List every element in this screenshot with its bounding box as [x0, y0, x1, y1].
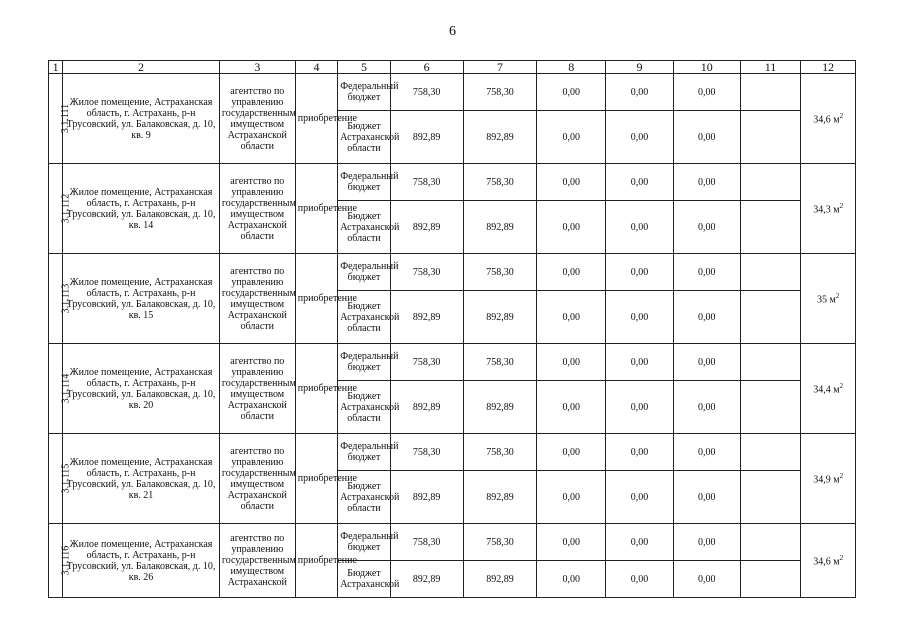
value-cell-7: 892,89: [463, 201, 537, 254]
value-cell-7: 758,30: [463, 164, 537, 201]
budget-source-cell: Федеральный бюджет: [338, 524, 391, 561]
value-cell-11: [740, 164, 801, 201]
table-row: [49, 74, 856, 111]
agency-cell: агентство по управлению государственным имуществом Астраханской области: [219, 254, 295, 344]
value-cell-9: 0,00: [606, 524, 674, 561]
value-cell-7: 758,30: [463, 74, 537, 111]
budget-source-cell: Бюджет Астраханской области: [338, 381, 391, 434]
item-number-cell: [49, 254, 72, 344]
budget-source-cell: Бюджет Астраханской: [338, 561, 391, 598]
method-cell: приобретение: [295, 254, 337, 344]
area-value: 34,6 м: [813, 556, 840, 568]
value-cell-9: 0,00: [606, 561, 674, 598]
area-cell: [801, 164, 856, 254]
value-cell-10: 0,00: [673, 254, 740, 291]
value-cell-6: 892,89: [390, 471, 463, 524]
value-cell-8: 0,00: [537, 381, 606, 434]
budget-source-cell: Федеральный бюджет: [338, 74, 391, 111]
value-cell-8: 0,00: [537, 254, 606, 291]
item-number-cell: [49, 164, 72, 254]
budget-source-cell: Федеральный бюджет: [338, 164, 391, 201]
value-cell-9: 0,00: [606, 291, 674, 344]
area-unit-superscript: 2: [839, 554, 844, 563]
value-cell-11: [740, 381, 801, 434]
area-cell: [801, 254, 856, 344]
value-cell-7: 892,89: [463, 471, 537, 524]
table-row: [49, 524, 856, 561]
value-cell-11: [740, 434, 801, 471]
agency-cell: агентство по управлению государственным имуществом Астраханской области: [219, 434, 295, 524]
method-cell: приобретение: [295, 344, 337, 434]
value-cell-9: 0,00: [606, 471, 674, 524]
item-number: 3.1.114: [60, 373, 72, 404]
value-cell-6: 892,89: [390, 561, 463, 598]
value-cell-7: 758,30: [463, 434, 537, 471]
value-cell-6: 758,30: [390, 254, 463, 291]
address-cell: Жилое помещение, Астраханская область, г. Астрахань, р-н Трусовский, ул. Балаковская, д. 10, кв. 20: [63, 344, 220, 434]
value-cell-6: 892,89: [390, 111, 463, 164]
header-row: [49, 61, 856, 74]
value-cell-10: 0,00: [673, 291, 740, 344]
method-cell: приобретение: [295, 434, 337, 524]
page-number: 6: [449, 24, 456, 39]
value-cell-7: 758,30: [463, 524, 537, 561]
value-cell-9: 0,00: [606, 344, 674, 381]
value-cell-8: 0,00: [537, 74, 606, 111]
address-cell: Жилое помещение, Астраханская область, г. Астрахань, р-н Трусовский, ул. Балаковская, д. 10, кв. 15: [63, 254, 220, 344]
value-cell-11: [740, 201, 801, 254]
item-number: 3.1.111: [60, 103, 72, 134]
value-cell-8: 0,00: [537, 524, 606, 561]
value-cell-7: 892,89: [463, 381, 537, 434]
table-row: [49, 164, 856, 201]
method-cell: приобретение: [295, 524, 337, 598]
value-cell-8: 0,00: [537, 344, 606, 381]
value-cell-10: 0,00: [673, 344, 740, 381]
item-number: 3.1.116: [60, 545, 72, 576]
column-header: 8: [537, 61, 606, 74]
value-cell-11: [740, 344, 801, 381]
budget-source-cell: Бюджет Астраханской области: [338, 111, 391, 164]
value-cell-10: 0,00: [673, 111, 740, 164]
column-header: 5: [338, 61, 391, 74]
agency-cell: агентство по управлению государственным имуществом Астраханской: [219, 524, 295, 598]
address-cell: Жилое помещение, Астраханская область, г. Астрахань, р-н Трусовский, ул. Балаковская, д. 10, кв. 14: [63, 164, 220, 254]
value-cell-6: 758,30: [390, 524, 463, 561]
method-cell: приобретение: [295, 164, 337, 254]
value-cell-11: [740, 291, 801, 344]
area-unit-superscript: 2: [839, 472, 844, 481]
area-value: 34,6 м: [813, 114, 840, 126]
address-cell: Жилое помещение, Астраханская область, г. Астрахань, р-н Трусовский, ул. Балаковская, д. 10, кв. 9: [63, 74, 220, 164]
column-header: 6: [390, 61, 463, 74]
table-row: [49, 434, 856, 471]
value-cell-10: 0,00: [673, 381, 740, 434]
item-number-cell: [49, 434, 72, 524]
value-cell-8: 0,00: [537, 164, 606, 201]
value-cell-11: [740, 561, 801, 598]
area-value: 34,9 м: [813, 474, 840, 486]
value-cell-8: 0,00: [537, 201, 606, 254]
value-cell-8: 0,00: [537, 434, 606, 471]
table-row: [49, 254, 856, 291]
agency-cell: агентство по управлению государственным имуществом Астраханской области: [219, 74, 295, 164]
column-header: 7: [463, 61, 537, 74]
column-header: 10: [673, 61, 740, 74]
value-cell-10: 0,00: [673, 201, 740, 254]
table-row: [49, 344, 856, 381]
budget-source-cell: Бюджет Астраханской области: [338, 201, 391, 254]
area-unit-superscript: 2: [835, 292, 840, 301]
area-value: 34,4 м: [813, 384, 840, 396]
value-cell-11: [740, 471, 801, 524]
value-cell-8: 0,00: [537, 561, 606, 598]
agency-cell: агентство по управлению государственным имуществом Астраханской области: [219, 164, 295, 254]
value-cell-11: [740, 524, 801, 561]
address-cell: Жилое помещение, Астраханская область, г. Астрахань, р-н Трусовский, ул. Балаковская, д. 10, кв. 21: [63, 434, 220, 524]
budget-source-cell: Бюджет Астраханской области: [338, 471, 391, 524]
value-cell-9: 0,00: [606, 111, 674, 164]
value-cell-10: 0,00: [673, 471, 740, 524]
area-cell: [801, 344, 856, 434]
value-cell-9: 0,00: [606, 164, 674, 201]
value-cell-9: 0,00: [606, 381, 674, 434]
value-cell-10: 0,00: [673, 74, 740, 111]
value-cell-8: 0,00: [537, 471, 606, 524]
value-cell-11: [740, 74, 801, 111]
area-cell: [801, 434, 856, 524]
budget-source-cell: Бюджет Астраханской области: [338, 291, 391, 344]
method-cell: приобретение: [295, 74, 337, 164]
area-value: 34,3 м: [813, 204, 840, 216]
value-cell-9: 0,00: [606, 201, 674, 254]
value-cell-6: 758,30: [390, 434, 463, 471]
value-cell-6: 758,30: [390, 74, 463, 111]
budget-source-cell: Федеральный бюджет: [338, 434, 391, 471]
budget-source-cell: Федеральный бюджет: [338, 344, 391, 381]
value-cell-11: [740, 254, 801, 291]
value-cell-9: 0,00: [606, 254, 674, 291]
area-unit-superscript: 2: [839, 382, 844, 391]
value-cell-7: 758,30: [463, 254, 537, 291]
area-value: 35 м: [816, 294, 836, 306]
value-cell-7: 758,30: [463, 344, 537, 381]
column-header: 2: [63, 61, 220, 74]
value-cell-9: 0,00: [606, 434, 674, 471]
area-cell: [801, 74, 856, 164]
area-unit-superscript: 2: [839, 202, 844, 211]
item-number-cell: [49, 524, 72, 598]
agency-cell: агентство по управлению государственным имуществом Астраханской области: [219, 344, 295, 434]
value-cell-11: [740, 111, 801, 164]
area-unit-superscript: 2: [839, 112, 844, 121]
value-cell-8: 0,00: [537, 111, 606, 164]
value-cell-6: 758,30: [390, 344, 463, 381]
column-header: 12: [801, 61, 856, 74]
value-cell-6: 892,89: [390, 381, 463, 434]
value-cell-6: 892,89: [390, 291, 463, 344]
value-cell-7: 892,89: [463, 561, 537, 598]
value-cell-8: 0,00: [537, 291, 606, 344]
value-cell-10: 0,00: [673, 164, 740, 201]
item-number: 3.1.112: [60, 193, 72, 224]
value-cell-10: 0,00: [673, 434, 740, 471]
column-header: 9: [606, 61, 674, 74]
area-cell: [801, 524, 856, 598]
value-cell-6: 892,89: [390, 201, 463, 254]
address-cell: Жилое помещение, Астраханская область, г. Астрахань, р-н Трусовский, ул. Балаковская, д. 10, кв. 26: [63, 524, 220, 598]
value-cell-7: 892,89: [463, 291, 537, 344]
budget-table: [48, 60, 856, 598]
value-cell-7: 892,89: [463, 111, 537, 164]
value-cell-9: 0,00: [606, 74, 674, 111]
budget-source-cell: Федеральный бюджет: [338, 254, 391, 291]
column-header: 3: [219, 61, 295, 74]
column-header: 4: [295, 61, 337, 74]
item-number: 3.1.115: [60, 463, 72, 494]
table-body: [49, 61, 856, 598]
value-cell-6: 758,30: [390, 164, 463, 201]
value-cell-10: 0,00: [673, 561, 740, 598]
value-cell-10: 0,00: [673, 524, 740, 561]
item-number-cell: [49, 344, 72, 434]
column-header: 1: [49, 61, 63, 74]
column-header: 11: [740, 61, 801, 74]
item-number: 3.1.113: [60, 283, 72, 314]
item-number-cell: [49, 74, 72, 164]
